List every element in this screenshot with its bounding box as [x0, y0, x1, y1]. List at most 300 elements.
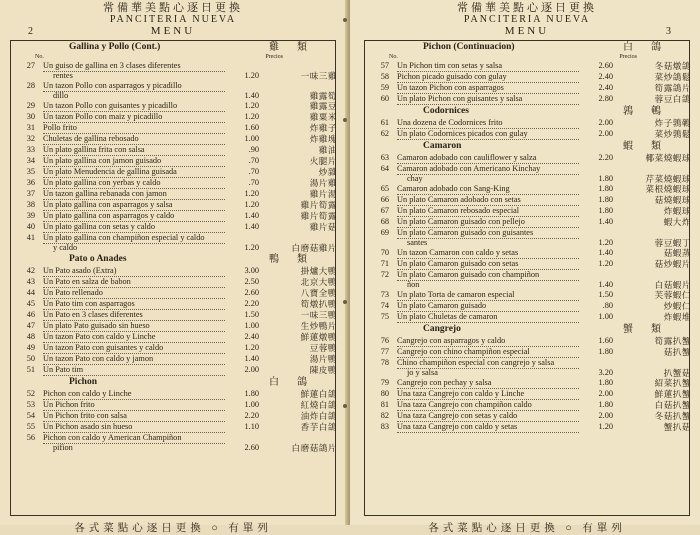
- item-number: 30: [26, 112, 35, 121]
- item-name-cjk: 紹菜扒蟹: [654, 378, 691, 388]
- section-header: [365, 105, 689, 118]
- item-description: Un plato Camaron guisado con pellejo: [397, 217, 579, 228]
- item-price: 1.40: [244, 91, 259, 100]
- item-name-cjk: 菇扒蟹: [663, 347, 691, 357]
- item-price: 3.00: [244, 266, 259, 275]
- menu-item: [11, 321, 335, 332]
- item-description: Un plato Camaron rebosado especial: [397, 206, 579, 217]
- item-description: Un plato Pichon con guisantes y salsa: [397, 94, 579, 105]
- item-name-cjk: 白磨菇鴿片: [291, 443, 337, 453]
- item-number: 72: [380, 270, 389, 279]
- item-number: 37: [26, 189, 35, 198]
- menu-item: [11, 288, 335, 299]
- item-description: Pichon con caldo y Linche: [43, 389, 225, 400]
- menu-item: [365, 61, 689, 72]
- item-name-cjk: 雞粟米: [309, 112, 337, 122]
- menu-item: [11, 343, 335, 354]
- section-title: Gallina y Pollo (Cont.): [69, 42, 161, 52]
- item-description: Un tazon Pollo con maiz y picadillo: [43, 112, 225, 123]
- item-price: 3.20: [598, 368, 613, 377]
- menu-item: [11, 145, 335, 156]
- item-number: 29: [26, 101, 35, 110]
- item-name-cjk: 鮮蓮燉鴨: [300, 332, 337, 342]
- item-price: 2.20: [244, 299, 259, 308]
- menu-item: [365, 228, 689, 248]
- header-cjk: 常備華美點心逐日更換: [103, 2, 243, 14]
- item-name-cjk: 蓉豆白鴿: [654, 94, 691, 104]
- item-number: 70: [380, 248, 389, 257]
- menu-item: [11, 123, 335, 134]
- menu-item: [365, 270, 689, 290]
- item-number: 47: [26, 321, 35, 330]
- item-price: 1.60: [598, 336, 613, 345]
- item-number: 55: [26, 422, 35, 431]
- item-name-cjk: 菇炒蝦片: [654, 259, 691, 269]
- item-number: 63: [380, 153, 389, 162]
- item-number: 83: [380, 422, 389, 431]
- menu-item: [11, 277, 335, 288]
- item-description: Un plato Menudencia de gallina guisada: [43, 167, 225, 178]
- item-name-cjk: 一味三鴨: [300, 310, 337, 320]
- menu-item: [11, 134, 335, 145]
- item-price: 1.40: [244, 222, 259, 231]
- item-price: 1.00: [244, 400, 259, 409]
- item-name-cjk: 白菇蝦片: [654, 280, 691, 290]
- menu-item: [11, 400, 335, 411]
- item-number: 64: [380, 164, 389, 173]
- item-price: 2.60: [598, 61, 613, 70]
- item-name-cjk: 雞露豆: [309, 101, 337, 111]
- item-price: 1.20: [598, 238, 613, 247]
- item-description: Camaron adobado con Sang-King: [397, 184, 579, 195]
- item-name-cjk: 雞片筍露: [300, 200, 337, 210]
- item-description: Un Pato en 3 clases diferentes: [43, 310, 225, 321]
- item-description: Un plato Camaron guisado con guisantes: [397, 228, 579, 239]
- item-name-cjk: 芙蓉蝦仁: [654, 290, 691, 300]
- menu-item: [11, 222, 335, 233]
- item-price: 2.00: [598, 411, 613, 420]
- item-price: .90: [248, 145, 259, 154]
- section-title: Codornices: [423, 106, 469, 116]
- menu-item: [365, 153, 689, 164]
- item-number: 81: [380, 400, 389, 409]
- section-title: Cangrejo: [423, 324, 461, 334]
- item-description: Un plato gallina frita con salsa: [43, 145, 225, 156]
- section-header: [365, 41, 689, 54]
- item-price: 1.80: [598, 206, 613, 215]
- item-price: 1.00: [598, 312, 613, 321]
- item-number: 35: [26, 167, 35, 176]
- item-price: 2.00: [244, 365, 259, 374]
- header-menu: MENU: [150, 25, 196, 37]
- item-price: 1.00: [244, 134, 259, 143]
- section-header: [365, 323, 689, 336]
- item-description: Un plato Pato guisado sin hueso: [43, 321, 225, 332]
- item-name-cjk: 冬菇燉鴿: [654, 61, 691, 71]
- menu-item: [365, 400, 689, 411]
- item-description: Una taza Cangrejo con caldo y setas: [397, 422, 579, 433]
- item-number: 56: [26, 433, 35, 442]
- item-description: Un Pato en salza de babon: [43, 277, 225, 288]
- item-name-cjk: 筍露扒蟹: [654, 336, 691, 346]
- item-name-cjk: 油炸白鴿: [300, 411, 337, 421]
- footer-cjk: 各式菜點心逐日更換 ○ 有單列: [74, 523, 272, 534]
- binding-hole: [343, 118, 347, 122]
- item-description: Cangrejo con asparragos y caldo: [397, 336, 579, 347]
- item-description: Un tazon Pollo con asparragos y picadillo: [43, 81, 225, 92]
- item-name-cjk: 菜炒鴿鬆: [654, 72, 691, 82]
- item-number: 78: [380, 358, 389, 367]
- column-no: No.: [389, 54, 398, 60]
- item-price: 2.00: [598, 129, 613, 138]
- item-number: 33: [26, 145, 35, 154]
- item-number: 75: [380, 312, 389, 321]
- menu-item: [365, 206, 689, 217]
- menu-item: [11, 266, 335, 277]
- item-description: Pichon picado guisado con gulay: [397, 72, 579, 83]
- item-price: 1.00: [244, 321, 259, 330]
- item-description: Una taza Cangrejo con setas y caldo: [397, 411, 579, 422]
- item-description: Un plato Codornices picados con gulay: [397, 129, 579, 140]
- menu-item: [11, 112, 335, 123]
- item-name-cjk: 菇蝦蒸: [663, 248, 691, 258]
- menu-item: [365, 184, 689, 195]
- item-description-cont: chay: [407, 174, 423, 183]
- header-menu-row: [364, 25, 690, 38]
- menu-item: [11, 354, 335, 365]
- item-price: 1.80: [598, 184, 613, 193]
- menu-item: [11, 299, 335, 310]
- footer-cjk: 各式菜點心逐日更換 ○ 有單列: [428, 523, 626, 534]
- item-number: 50: [26, 354, 35, 363]
- item-name-cjk: 炸雞子: [309, 123, 337, 133]
- item-description: Un Pichon asado sin hueso: [43, 422, 225, 433]
- item-number: 57: [380, 61, 389, 70]
- section-title-cjk: 鴨類: [269, 254, 325, 265]
- menu-item: [365, 290, 689, 301]
- menu-box: [364, 40, 690, 516]
- item-description: Un plato Camaron guisado: [397, 301, 579, 312]
- item-number: 51: [26, 365, 35, 374]
- item-name-cjk: 炒雜: [318, 167, 337, 177]
- column-precios: Precios: [265, 54, 283, 60]
- item-description: Cangrejo con chino champiñon especial: [397, 347, 579, 358]
- header-menu-row: [10, 25, 336, 38]
- item-number: 34: [26, 156, 35, 165]
- menu-box: [10, 40, 336, 516]
- menu-item: [365, 94, 689, 105]
- item-name-cjk: 湯片鴨: [309, 354, 337, 364]
- item-description: Un tazon gallina rebanada con jamon: [43, 189, 225, 200]
- item-price: 2.20: [244, 411, 259, 420]
- item-number: 69: [380, 228, 389, 237]
- header-menu: MENU: [504, 25, 550, 37]
- menu-item: [365, 312, 689, 323]
- binding-hole: [343, 300, 347, 304]
- item-name-cjk: 冬菇扒蟹: [654, 411, 691, 421]
- menu-item: [11, 310, 335, 321]
- item-number: 65: [380, 184, 389, 193]
- item-number: 59: [380, 83, 389, 92]
- item-description-cont: rentes: [53, 71, 73, 80]
- item-name-cjk: 掛爐大鴨: [300, 266, 337, 276]
- menu-item: [365, 301, 689, 312]
- item-name-cjk: 鮮蓮白鴿: [300, 389, 337, 399]
- item-price: 1.20: [244, 200, 259, 209]
- item-number: 73: [380, 290, 389, 299]
- menu-item: [11, 233, 335, 253]
- item-name-cjk: 炸雞塊: [309, 134, 337, 144]
- menu-item: [365, 336, 689, 347]
- item-price: 2.60: [244, 288, 259, 297]
- item-number: 38: [26, 200, 35, 209]
- menu-item: [365, 72, 689, 83]
- column-headers: [11, 54, 335, 61]
- item-description-cont: y caldo: [53, 243, 78, 252]
- item-number: 39: [26, 211, 35, 220]
- item-price: 1.50: [244, 310, 259, 319]
- item-number: 66: [380, 195, 389, 204]
- item-name-cjk: 筍燉扒鴨: [300, 299, 337, 309]
- column-no: No.: [35, 54, 44, 60]
- menu-item: [11, 167, 335, 178]
- item-description-cont: dillo: [53, 91, 69, 100]
- menu-item: [11, 332, 335, 343]
- item-price: 1.10: [244, 422, 259, 431]
- item-number: 42: [26, 266, 35, 275]
- item-description: Un plato gallina con setas y caldo: [43, 222, 225, 233]
- item-description: Un plato gallina con asparragos y caldo: [43, 211, 225, 222]
- item-description: Un tazon Pollo con guisantes y picadillo: [43, 101, 225, 112]
- item-price: 2.80: [598, 94, 613, 103]
- item-name-cjk: 火腿片: [309, 156, 337, 166]
- item-price: 1.80: [598, 347, 613, 356]
- section-title-cjk: 雞類: [269, 42, 325, 53]
- item-price: 1.20: [244, 112, 259, 121]
- item-number: 68: [380, 217, 389, 226]
- column-precios: Precios: [619, 54, 637, 60]
- item-description: Un plato Chuletas de camaron: [397, 312, 579, 323]
- item-description: Un tazon Camaron con caldo y setas: [397, 248, 579, 259]
- item-number: 71: [380, 259, 389, 268]
- item-description: Chino champiñon especial con cangrejo y salsa: [397, 358, 579, 369]
- item-name-cjk: 炸蝦球: [663, 206, 691, 216]
- item-price: 1.20: [244, 101, 259, 110]
- item-description: Un plato Torta de camaron especial: [397, 290, 579, 301]
- item-number: 79: [380, 378, 389, 387]
- menu-item: [11, 156, 335, 167]
- item-name-cjk: 八寶全鴨: [300, 288, 337, 298]
- item-price: 2.60: [244, 443, 259, 452]
- item-number: 45: [26, 299, 35, 308]
- item-price: .80: [602, 301, 613, 310]
- item-description-cont: santes: [407, 238, 428, 247]
- item-price: .70: [248, 178, 259, 187]
- menu-item: [365, 83, 689, 94]
- item-price: 1.80: [598, 400, 613, 409]
- item-price: 1.40: [598, 280, 613, 289]
- item-number: 58: [380, 72, 389, 81]
- header-title: PANCITERIA NUEVA: [109, 14, 237, 25]
- item-description: Un tazon Pato con caldo y jamon: [43, 354, 225, 365]
- item-number: 41: [26, 233, 35, 242]
- page-number: 3: [666, 26, 674, 37]
- item-description-cont: ñon: [407, 280, 420, 289]
- item-name-cjk: 蟹扒菇: [663, 422, 691, 432]
- menu-item: [365, 129, 689, 140]
- section-title: Pato o Anades: [69, 254, 127, 264]
- section-title-cjk: 蟹類: [623, 324, 679, 335]
- column-headers: [365, 54, 689, 61]
- header-cjk: 常備華美點心逐日更換: [457, 2, 597, 14]
- item-price: .70: [248, 167, 259, 176]
- menu-item: [11, 365, 335, 376]
- section-header: [11, 41, 335, 54]
- item-name-cjk: 豆蓉鴨: [309, 343, 337, 353]
- item-name-cjk: 炸子鶉鵪: [654, 118, 691, 128]
- item-number: 53: [26, 400, 35, 409]
- item-price: 2.00: [598, 389, 613, 398]
- item-description: Un Pichon frito: [43, 400, 225, 411]
- item-price: 1.20: [244, 343, 259, 352]
- item-price: 1.40: [244, 211, 259, 220]
- menu-item: [365, 347, 689, 358]
- item-number: 52: [26, 389, 35, 398]
- item-name-cjk: 雞油: [318, 145, 337, 155]
- item-price: 1.20: [598, 259, 613, 268]
- section-title-cjk: 鶉鵪: [623, 106, 679, 117]
- menu-item: [11, 389, 335, 400]
- item-name-cjk: 湯片雞: [309, 178, 337, 188]
- right-page: [350, 0, 700, 534]
- item-number: 62: [380, 129, 389, 138]
- binding-hole: [343, 18, 347, 22]
- item-number: 43: [26, 277, 35, 286]
- item-price: 1.80: [598, 195, 613, 204]
- item-number: 77: [380, 347, 389, 356]
- item-name-cjk: 北京大鴨: [300, 277, 337, 287]
- menu-item: [11, 61, 335, 81]
- item-number: 32: [26, 134, 35, 143]
- menu-item: [11, 411, 335, 422]
- item-price: 1.20: [244, 189, 259, 198]
- menu-item: [11, 433, 335, 453]
- item-number: 27: [26, 61, 35, 70]
- item-price: 2.50: [244, 277, 259, 286]
- item-description: Cangrejo con pechay y salsa: [397, 378, 579, 389]
- header-title: PANCITERIA NUEVA: [463, 14, 591, 25]
- item-number: 28: [26, 81, 35, 90]
- item-name-cjk: 雞片筍露: [300, 211, 337, 221]
- menu-item: [11, 189, 335, 200]
- item-name-cjk: 蝦大炸: [663, 217, 691, 227]
- menu-item: [11, 422, 335, 433]
- item-number: 40: [26, 222, 35, 231]
- item-number: 60: [380, 94, 389, 103]
- section-header: [365, 140, 689, 153]
- section-title-cjk: 蝦類: [623, 141, 679, 152]
- item-description: Una dozena de Codornices frito: [397, 118, 579, 129]
- item-description: Un plato gallina con yerbas y caldo: [43, 178, 225, 189]
- item-number: 80: [380, 389, 389, 398]
- item-name-cjk: 菜炒鶉鬆: [654, 129, 691, 139]
- item-description-cont: pifion: [53, 443, 73, 452]
- page-number: 2: [28, 26, 36, 37]
- item-description: Una taza Cangrejo con caldo y Linche: [397, 389, 579, 400]
- item-number: 49: [26, 343, 35, 352]
- item-price: 1.20: [598, 422, 613, 431]
- menu-item: [11, 101, 335, 112]
- item-description: Un plato Camaron guisado con champiñon: [397, 270, 579, 281]
- item-name-cjk: 椰菜燒蝦球: [645, 153, 691, 163]
- item-name-cjk: 筍露鴿片: [654, 83, 691, 93]
- section-title-cjk: 白鴿: [623, 42, 679, 53]
- item-name-cjk: 菇燒蝦球: [654, 195, 691, 205]
- item-name-cjk: 紅燒白鴿: [300, 400, 337, 410]
- item-price: 2.40: [598, 83, 613, 92]
- item-description: Un plato Camaron guisado con setas: [397, 259, 579, 270]
- section-title: Camaron: [423, 141, 462, 151]
- item-description: Un Pato tim: [43, 365, 225, 376]
- item-number: 67: [380, 206, 389, 215]
- item-description: Un Pichon tim con setas y salsa: [397, 61, 579, 72]
- item-name-cjk: 白菇扒蟹: [654, 400, 691, 410]
- item-description: Un Pato asado (Extra): [43, 266, 225, 277]
- item-description: Camaron adobado con Americano Kinchay: [397, 164, 579, 175]
- item-price: 1.80: [598, 174, 613, 183]
- item-name-cjk: 芹菜燒蝦球: [645, 174, 691, 184]
- item-price: 2.00: [598, 118, 613, 127]
- item-number: 82: [380, 411, 389, 420]
- binding-hole: [343, 404, 347, 408]
- item-description: Un plato gallina con champiñon especial y caldo: [43, 233, 225, 244]
- item-description: Un guiso de gallina en 3 clases diferentes: [43, 61, 225, 72]
- menu-item: [365, 422, 689, 433]
- item-price: 1.20: [244, 243, 259, 252]
- item-name-cjk: 生炒鴨片: [300, 321, 337, 331]
- item-number: 31: [26, 123, 35, 132]
- item-price: 1.80: [244, 389, 259, 398]
- item-name-cjk: 蓉豆蝦丁: [654, 238, 691, 248]
- menu-item: [11, 211, 335, 222]
- item-name-cjk: 雞片菇: [309, 222, 337, 232]
- menu-item: [11, 200, 335, 211]
- menu-item: [11, 81, 335, 101]
- item-price: 2.20: [598, 153, 613, 162]
- item-description: Un tazon Pato con caldo y Linche: [43, 332, 225, 343]
- item-name-cjk: 雞露筍: [309, 91, 337, 101]
- item-name-cjk: 菜根燒蝦球: [645, 184, 691, 194]
- item-description: Un tazon Pato con guisantes y caldo: [43, 343, 225, 354]
- section-header: [11, 253, 335, 266]
- menu-item: [365, 164, 689, 184]
- item-number: 36: [26, 178, 35, 187]
- item-description: Un Pato rellenado: [43, 288, 225, 299]
- item-price: 2.40: [598, 72, 613, 81]
- section-title-cjk: 白鴿: [269, 377, 325, 388]
- item-number: 61: [380, 118, 389, 127]
- item-name-cjk: 雞片湯: [309, 189, 337, 199]
- menu-item: [11, 178, 335, 189]
- item-description: Un plato Camaron adobado con setas: [397, 195, 579, 206]
- menu-item: [365, 118, 689, 129]
- section-title: Pichon: [69, 377, 97, 387]
- item-description: Un Pichon frito con salsa: [43, 411, 225, 422]
- item-description: Un plato gallina con jamon guisado: [43, 156, 225, 167]
- item-name-cjk: 鮮蓮扒蟹: [654, 389, 691, 399]
- section-title: Pichon (Continuacion): [423, 42, 515, 52]
- menu-item: [365, 195, 689, 206]
